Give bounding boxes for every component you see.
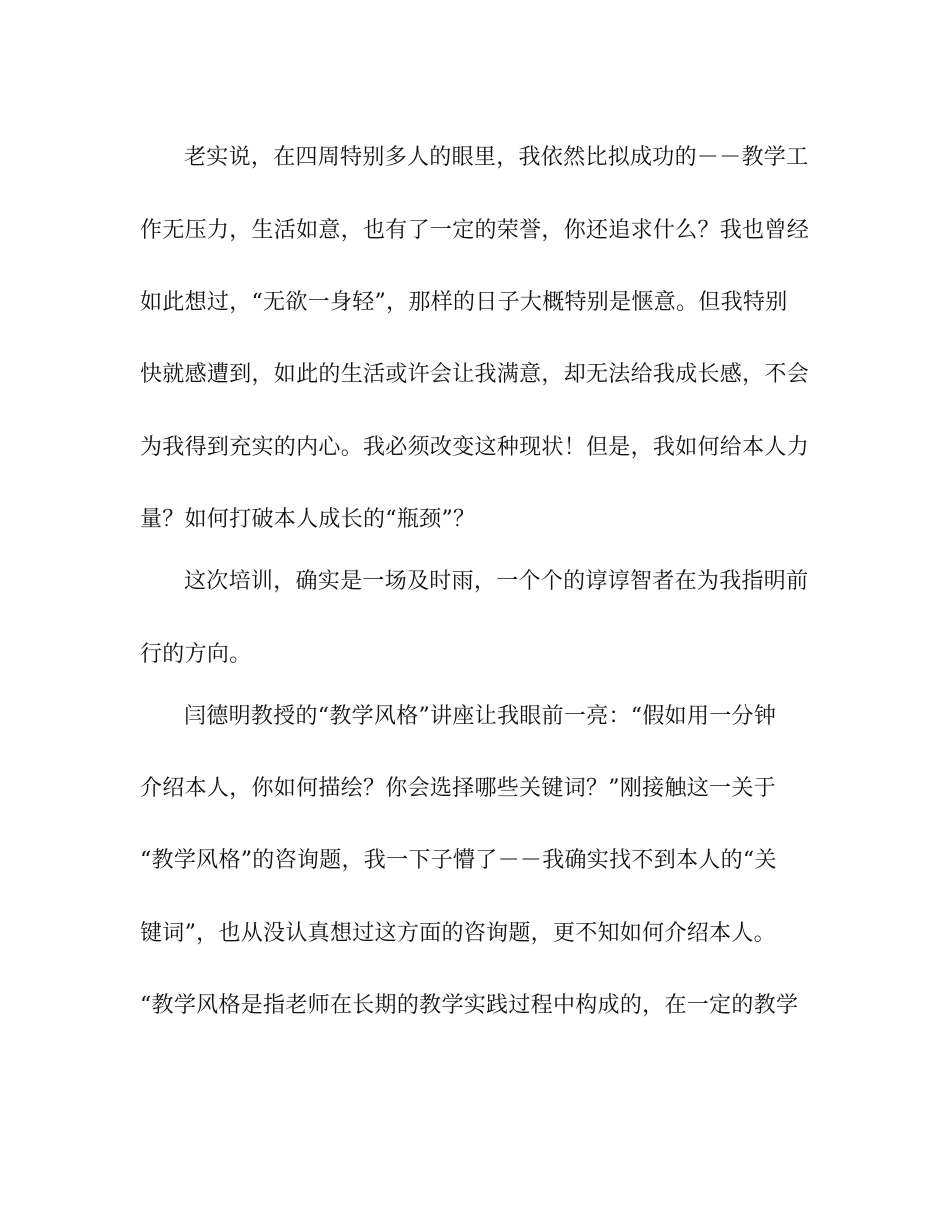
paragraph-1-line-1: 老实说，在四周特别多人的眼里，我依然比拟成功的－－教学工 [184, 145, 809, 170]
paragraph-1-line-4: 快就感遭到，如此的生活或许会让我满意，却无法给我成长感，不会 [140, 362, 810, 387]
paragraph-1-line-5: 为我得到充实的内心。我必须改变这种现状！但是，我如何给本人力 [140, 435, 810, 460]
paragraph-3-line-3: “教学风格”的咨询题，我一下子懵了－－我确实找不到本人的“关 [140, 848, 777, 873]
paragraph-1-line-3: 如此想过，“无欲一身轻”，那样的日子大概特别是惬意。但我特别 [140, 290, 788, 315]
paragraph-1-line-2: 作无压力，生活如意，也有了一定的荣誉，你还追求什么？我也曾经 [140, 218, 810, 243]
paragraph-3-line-5: “教学风格是指老师在长期的教学实践过程中构成的，在一定的教学 [140, 993, 799, 1018]
paragraph-2-line-1: 这次培训，确实是一场及时雨，一个个的谆谆智者在为我指明前 [184, 569, 809, 594]
paragraph-3-line-2: 介绍本人，你如何描绘？你会选择哪些关键词？”刚接触这一关于 [140, 776, 776, 801]
paragraph-3-line-4: 键词”，也从没认真想过这方面的咨询题，更不知如何介绍本人。 [140, 921, 776, 946]
paragraph-3-line-1: 闫德明教授的“教学风格”讲座让我眼前一亮：“假如用一分钟 [184, 704, 777, 729]
paragraph-2-line-2: 行的方向。 [140, 642, 252, 667]
paragraph-1-line-6: 量？如何打破本人成长的“瓶颈”？ [140, 507, 476, 532]
